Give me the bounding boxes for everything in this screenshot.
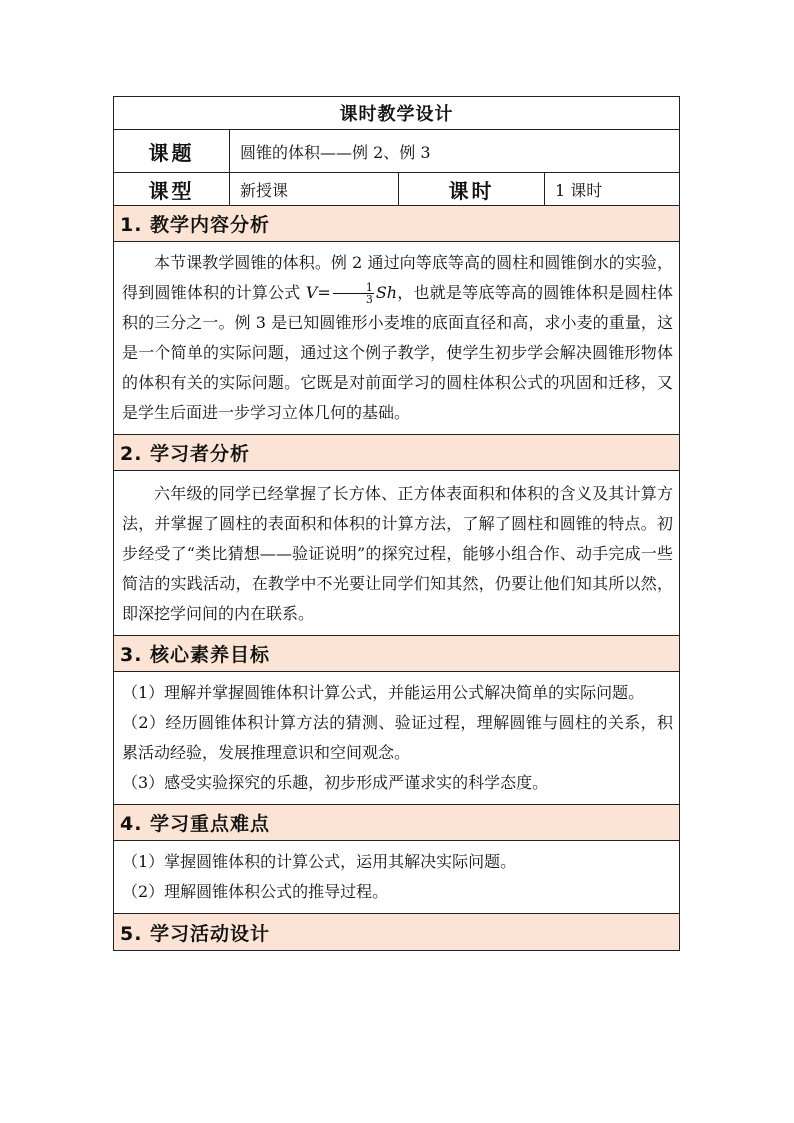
subject-value: 圆锥的体积——例 2、例 3 — [229, 130, 679, 172]
fraction-numerator: 1 — [333, 282, 374, 294]
section5-heading: 5. 学习活动设计 — [114, 914, 679, 950]
section1-body — [114, 242, 679, 435]
goal-item-3: （3）感受实验探究的乐趣，初步形成严谨求实的科学态度。 — [122, 773, 549, 792]
type-row — [114, 173, 679, 206]
table-title: 课时教学设计 — [114, 97, 679, 130]
hours-value: 1 课时 — [544, 173, 679, 205]
section3-heading: 3. 核心素养目标 — [114, 636, 679, 672]
goal-item-1: （1）理解并掌握圆锥体积计算公式，并能运用公式解决简单的实际问题。 — [122, 683, 645, 702]
formula-fraction — [333, 282, 374, 305]
section4-body — [114, 841, 679, 914]
hours-label: 课时 — [398, 173, 544, 205]
subject-label: 课题 — [148, 140, 195, 165]
type-label: 课型 — [148, 178, 195, 203]
type-value: 新授课 — [229, 173, 398, 205]
section1-heading: 1. 教学内容分析 — [114, 206, 679, 242]
section1-text-part2: ，也就是等底等高的圆锥体积是圆柱体积的三分之一。例 3 是已知圆锥形小麦堆的底面直径和高，求小麦的重量，这是一个简单的实际问题，通过这个例子教学，使学生初步学会解决圆锥形物体的体积有关的实际问题。它既是对前面学习的圆柱体积公式的巩固和迁移，又是学生后面进一步学习立体几何的基础。 — [122, 283, 673, 422]
formula-v: V= — [305, 283, 331, 302]
section4-heading: 4. 学习重点难点 — [114, 805, 679, 841]
formula-sh: Sh — [375, 283, 398, 302]
section1-text-part1: 本节课教学圆锥的体积。例 2 通过向等底等高的圆柱和圆锥倒水的实验，得到圆锥体积的计算公式 — [122, 253, 673, 302]
section3-body — [114, 672, 679, 805]
subject-row — [114, 130, 679, 173]
section2-heading: 2. 学习者分析 — [114, 435, 679, 471]
key-point-1: （1）掌握圆锥体积的计算公式，运用其解决实际问题。 — [122, 852, 517, 871]
key-point-2: （2）理解圆锥体积公式的推导过程。 — [122, 882, 389, 901]
lesson-design-table — [113, 96, 680, 951]
goal-item-2: （2）经历圆锥体积计算方法的猜测、验证过程，理解圆锥与圆柱的关系，积累活动经验，发展推理意识和空间观念。 — [122, 713, 673, 762]
fraction-denominator: 3 — [365, 293, 373, 306]
section2-body: 六年级的同学已经掌握了长方体、正方体表面积和体积的含义及其计算方法，并掌握了圆柱的表面积和体积的计算方法，了解了圆柱和圆锥的特点。初步经受了“类比猜想——验证说明”的探究过程，能够小组合作、动手完成一些简洁的实践活动，在教学中不光要让同学们知其然，仍要让他们知其所以然，即深挖学问间的内在联系。 — [114, 471, 679, 636]
